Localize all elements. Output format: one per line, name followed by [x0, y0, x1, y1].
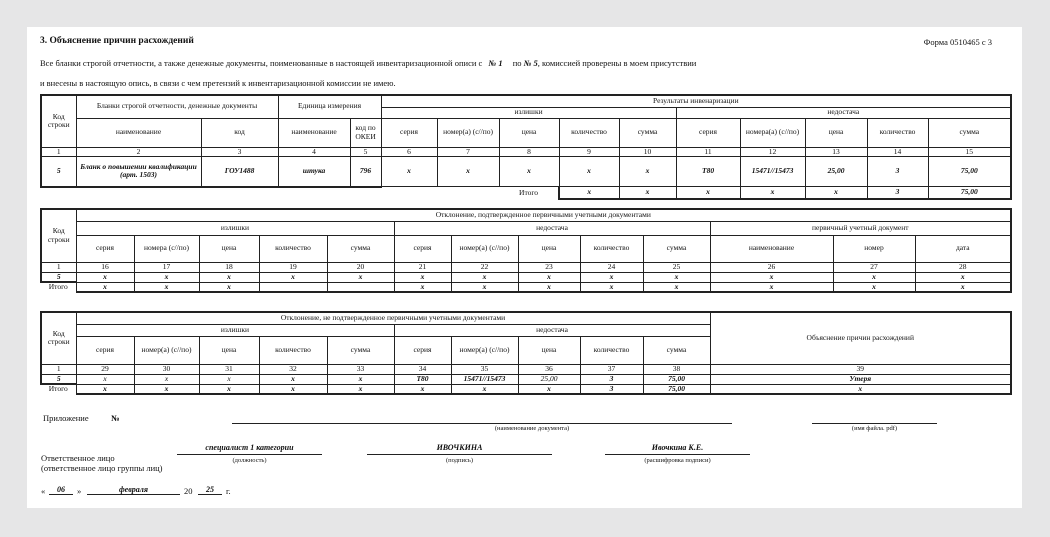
- col-series: серия: [394, 235, 451, 262]
- cell-shortage-qty: 3: [580, 374, 643, 384]
- col-num: 11: [676, 147, 740, 157]
- cell-total: x: [518, 282, 580, 292]
- col-numbers: номер(а) (с//по): [451, 235, 518, 262]
- cell: x: [259, 272, 327, 282]
- col-num: 27: [833, 262, 915, 272]
- cell-total: x: [833, 282, 915, 292]
- col-series: серия: [381, 118, 437, 147]
- cell: x: [134, 374, 199, 384]
- col-header-code: Код строки: [41, 209, 76, 262]
- col-price: цена: [199, 235, 259, 262]
- col-num: 14: [867, 147, 928, 157]
- cell: x: [327, 272, 394, 282]
- cell-total: x: [199, 282, 259, 292]
- col-num: 16: [76, 262, 134, 272]
- cell-total: x: [710, 282, 833, 292]
- col-num: 29: [76, 364, 134, 374]
- col-sum: сумма: [928, 118, 1011, 147]
- col-num: 2: [76, 147, 201, 157]
- cell-shortage-price: 25,00: [805, 157, 867, 187]
- cell-item-name: Бланк о повышении квалификации (арт. 1503): [76, 157, 201, 187]
- col-quantity: количество: [580, 336, 643, 364]
- date-month-field[interactable]: февраля: [87, 485, 180, 495]
- cell: x: [833, 272, 915, 282]
- file-name-caption: (имя файла. pdf): [851, 425, 898, 432]
- col-sum: сумма: [327, 235, 394, 262]
- col-num: 25: [643, 262, 710, 272]
- to-number: № 5: [523, 58, 538, 68]
- cell-surplus-sum: x: [619, 157, 676, 187]
- cell-shortage-numbers: 15471//15473: [451, 374, 518, 384]
- date-close-quote: »: [77, 486, 82, 496]
- col-sum: сумма: [643, 336, 710, 364]
- total-row: [41, 187, 1011, 199]
- table-row: [41, 374, 1011, 384]
- col-num: 8: [499, 147, 559, 157]
- col-price: цена: [199, 336, 259, 364]
- cell-shortage-series: Т80: [676, 157, 740, 187]
- cell-total: 75,00: [643, 384, 710, 394]
- col-series: серия: [76, 336, 134, 364]
- col-header-shortage: недостача: [394, 324, 710, 336]
- col-doc-date: дата: [915, 235, 1011, 262]
- cell: x: [710, 272, 833, 282]
- col-num: 15: [928, 147, 1011, 157]
- cell: x: [134, 272, 199, 282]
- cell-unit-name: штука: [278, 157, 350, 187]
- col-numbers: номера (с//по): [134, 235, 199, 262]
- total-label: Итого: [48, 282, 68, 292]
- total-row: [41, 282, 1011, 292]
- column-numbers-row: [41, 147, 1011, 157]
- signature-value: ИВОЧКИНА: [436, 443, 483, 452]
- cell-total: x: [518, 384, 580, 394]
- cell-total: 3: [867, 187, 928, 199]
- cell-total: x: [451, 384, 518, 394]
- total-label: Итого: [48, 384, 68, 394]
- cell-total: x: [76, 282, 134, 292]
- from-number: № 1: [488, 58, 503, 68]
- col-doc-name: наименование: [710, 235, 833, 262]
- cell-total: 3: [580, 384, 643, 394]
- cell: x: [394, 272, 451, 282]
- col-series: серия: [394, 336, 451, 364]
- signature-caption: (подпись): [446, 457, 473, 464]
- col-header-explanation: Объяснение причин расхождений: [710, 312, 1011, 364]
- col-series: серия: [76, 235, 134, 262]
- cell-surplus-price: x: [499, 157, 559, 187]
- col-num: 13: [805, 147, 867, 157]
- cell-total: x: [259, 384, 327, 394]
- col-num: 1: [41, 262, 76, 272]
- cell-surplus-qty: x: [559, 157, 619, 187]
- col-quantity: количество: [259, 336, 327, 364]
- column-numbers-row: [41, 364, 1011, 374]
- cell: x: [915, 272, 1011, 282]
- col-num: 4: [278, 147, 350, 157]
- cell: x: [76, 272, 134, 282]
- cell-shortage-sum: 75,00: [643, 374, 710, 384]
- col-header-surplus: излишки: [76, 221, 394, 235]
- cell-row-code: 5: [41, 272, 76, 282]
- col-num: 37: [580, 364, 643, 374]
- table-row: [41, 272, 1011, 282]
- col-num: 24: [580, 262, 643, 272]
- cell-total: x: [134, 282, 199, 292]
- cell: x: [76, 374, 134, 384]
- col-code: код: [201, 118, 278, 147]
- col-num: 18: [199, 262, 259, 272]
- col-num: 17: [134, 262, 199, 272]
- col-sum: сумма: [619, 118, 676, 147]
- signature-decoding-value: Ивочкина К.Е.: [651, 443, 704, 452]
- position-caption: (должность): [232, 457, 267, 464]
- cell: x: [199, 374, 259, 384]
- cell-total: x: [619, 187, 676, 199]
- signature-decoding-field[interactable]: [605, 454, 750, 455]
- total-row: [41, 384, 1011, 394]
- col-unit-name: наименование: [278, 118, 350, 147]
- col-doc-number: номер: [833, 235, 915, 262]
- cell-total: 75,00: [928, 187, 1011, 199]
- to-prefix: по: [512, 58, 522, 68]
- section-title: 3. Объяснение причин расхождений: [40, 36, 194, 46]
- col-price: цена: [518, 235, 580, 262]
- col-series: серия: [676, 118, 740, 147]
- attachment-label: Приложение: [43, 413, 89, 423]
- col-num: 10: [619, 147, 676, 157]
- position-field[interactable]: [177, 454, 322, 455]
- cell-total: x: [710, 384, 1011, 394]
- col-num: 19: [259, 262, 327, 272]
- intro-text: Все бланки строгой отчетности, а также денежные документы, поименованные в настоящей инвентаризационной описи с: [40, 58, 483, 68]
- col-num: 34: [394, 364, 451, 374]
- col-num: 26: [710, 262, 833, 272]
- form-page: [27, 27, 1022, 508]
- cell-total: x: [199, 384, 259, 394]
- cell: x: [199, 272, 259, 282]
- cell-total: x: [394, 282, 451, 292]
- col-num: 30: [134, 364, 199, 374]
- col-header-surplus: излишки: [381, 107, 676, 118]
- col-price: цена: [518, 336, 580, 364]
- col-header-confirmed: Отклонение, подтвержденное первичными учетными документами: [76, 209, 1011, 221]
- cell-total: x: [915, 282, 1011, 292]
- col-quantity: количество: [580, 235, 643, 262]
- document-name-field[interactable]: [232, 423, 732, 424]
- col-header-code: Код строки: [41, 312, 76, 364]
- cell-total: [327, 282, 394, 292]
- cell-row-code: 5: [41, 374, 76, 384]
- col-header-shortage: недостача: [676, 107, 1011, 118]
- cell-total: x: [76, 384, 134, 394]
- cell-item-code: ГОУ1488: [201, 157, 278, 187]
- col-header-unconfirmed: Отклонение, не подтвержденное первичными учетными документами: [76, 312, 710, 324]
- cell: x: [259, 374, 327, 384]
- col-numbers: номер(а) (с//по): [451, 336, 518, 364]
- cell-surplus-numbers: x: [437, 157, 499, 187]
- col-num: 12: [740, 147, 805, 157]
- col-quantity: количество: [867, 118, 928, 147]
- responsible-group-label: (ответственное лицо группы лиц): [41, 463, 163, 473]
- date-century: 20: [184, 486, 193, 496]
- intro-text-2: , комиссией проверены в моем присутствии: [537, 58, 697, 68]
- col-sum: сумма: [643, 235, 710, 262]
- col-num: 35: [451, 364, 518, 374]
- cell: x: [580, 272, 643, 282]
- cell: x: [327, 374, 394, 384]
- cell-total: x: [451, 282, 518, 292]
- col-quantity: количество: [559, 118, 619, 147]
- confirmed-deviation-table: [40, 208, 1012, 293]
- col-num: 23: [518, 262, 580, 272]
- col-num: 31: [199, 364, 259, 374]
- date-year-field[interactable]: 25: [198, 485, 222, 495]
- col-header-primary-doc: первичный учетный документ: [710, 221, 1011, 235]
- intro-line-2: и внесены в настоящую опись, в связи с чем претензий к инвентаризационной комиссии не имею.: [40, 78, 396, 88]
- cell-shortage-price: 25,00: [518, 374, 580, 384]
- cell: x: [518, 272, 580, 282]
- col-header-results: Результаты инвенаризации: [381, 95, 1011, 107]
- col-num: 39: [710, 364, 1011, 374]
- col-num: 28: [915, 262, 1011, 272]
- unconfirmed-deviation-table: [40, 311, 1012, 395]
- position-value: специалист 1 категории: [205, 443, 294, 452]
- date-open-quote: «: [41, 486, 46, 496]
- cell-total: x: [559, 187, 619, 199]
- col-okei: код по ОКЕИ: [350, 118, 381, 147]
- date-year-suffix: г.: [226, 486, 231, 496]
- col-num: 36: [518, 364, 580, 374]
- col-num: 5: [350, 147, 381, 157]
- cell-surplus-series: x: [381, 157, 437, 187]
- col-header-blanks: Бланки строгой отчетности, денежные документы: [76, 95, 278, 118]
- col-num: 9: [559, 147, 619, 157]
- col-sum: сумма: [327, 336, 394, 364]
- cell-shortage-series: Т80: [394, 374, 451, 384]
- cell-explanation: Утеря: [710, 374, 1011, 384]
- cell-okei: 796: [350, 157, 381, 187]
- col-numbers: номер(а) (с//по): [437, 118, 499, 147]
- cell-total: x: [676, 187, 740, 199]
- cell-total: x: [394, 384, 451, 394]
- cell-total: x: [643, 282, 710, 292]
- date-day-field[interactable]: 06: [49, 485, 73, 495]
- col-header-unit: Единица измерения: [278, 95, 381, 118]
- col-num: 33: [327, 364, 394, 374]
- cell: x: [451, 272, 518, 282]
- responsible-label: Ответственное лицо: [41, 453, 115, 463]
- col-price: цена: [499, 118, 559, 147]
- col-price: цена: [805, 118, 867, 147]
- col-quantity: количество: [259, 235, 327, 262]
- cell-total: x: [327, 384, 394, 394]
- document-name-caption: (наименование документа): [494, 425, 570, 432]
- col-header-code: Код строки: [41, 95, 76, 147]
- total-label: Итого: [519, 187, 539, 197]
- col-name: наименование: [76, 118, 201, 147]
- col-header-shortage: недостача: [394, 221, 710, 235]
- col-numbers: номер(а) (с//по): [134, 336, 199, 364]
- results-table: [40, 94, 1012, 200]
- form-code: Форма 0510465 с 3: [923, 37, 992, 47]
- col-num: 1: [41, 147, 76, 157]
- col-num: 32: [259, 364, 327, 374]
- cell-row-code: 5: [41, 157, 76, 187]
- col-num: 6: [381, 147, 437, 157]
- col-num: 20: [327, 262, 394, 272]
- col-header-surplus: излишки: [76, 324, 394, 336]
- cell-shortage-numbers: 15471//15473: [740, 157, 805, 187]
- signature-decoding-caption: (расшифровка подписи): [644, 457, 711, 464]
- cell-total: x: [580, 282, 643, 292]
- cell-shortage-qty: 3: [867, 157, 928, 187]
- intro-line-1: [40, 58, 696, 68]
- cell-shortage-sum: 75,00: [928, 157, 1011, 187]
- cell: x: [643, 272, 710, 282]
- col-num: 38: [643, 364, 710, 374]
- col-num: 1: [41, 364, 76, 374]
- file-name-field[interactable]: [812, 423, 937, 424]
- cell-total: x: [740, 187, 805, 199]
- attachment-number-sign: №: [111, 413, 120, 423]
- signature-field[interactable]: [367, 454, 552, 455]
- table-row: [41, 157, 1011, 187]
- cell-total: x: [134, 384, 199, 394]
- col-num: 7: [437, 147, 499, 157]
- cell-total: x: [805, 187, 867, 199]
- column-numbers-row: [41, 262, 1011, 272]
- col-num: 22: [451, 262, 518, 272]
- col-numbers: номера(а) (с//по): [740, 118, 805, 147]
- col-num: 3: [201, 147, 278, 157]
- col-num: 21: [394, 262, 451, 272]
- cell-total: [259, 282, 327, 292]
